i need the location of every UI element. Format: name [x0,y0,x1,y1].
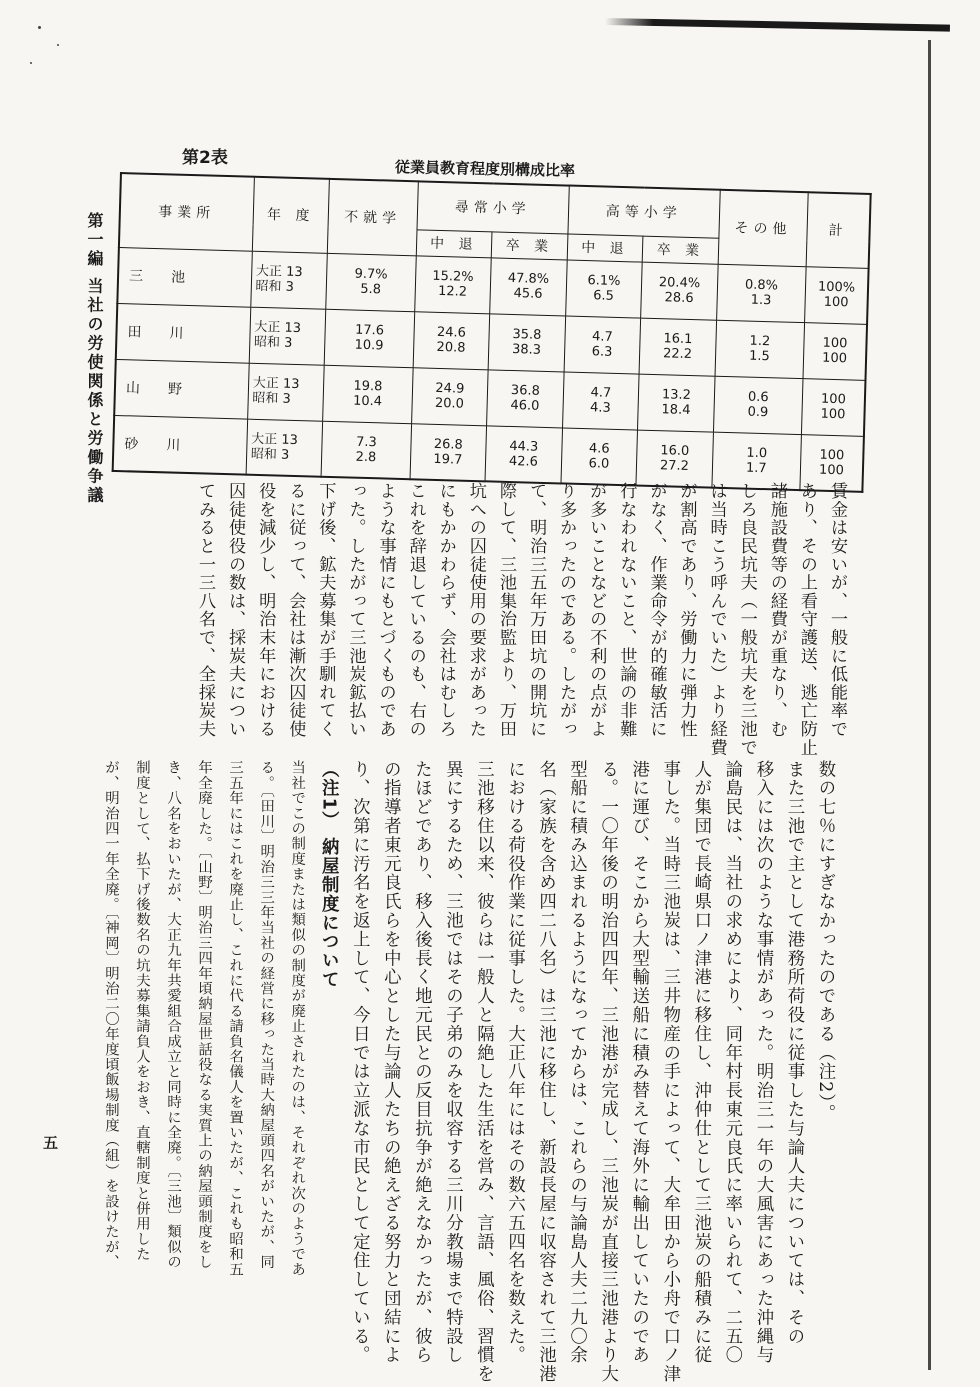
text-column: 行なわれないこと、世論の非難 [616,482,637,739]
total-cell [805,266,869,324]
text-column: 異にするため、三池ではその子弟のみを収容する三川分教場まで特設し [442,760,463,1365]
header-no-school: 不就学 [328,179,418,255]
ordinary-graduate-cell-value: 44.3 [509,438,539,455]
higher-dropout-cell-value: 4.7 [591,329,613,345]
ordinary-graduate-cell [490,257,567,315]
text-column: てみると一三八名で、全採炭夫 [195,482,216,739]
page-number: 五 [43,1134,59,1152]
education-ratio-table [112,172,872,493]
higher-graduate-cell [639,318,716,376]
fiscal-years-value: 大正 13 [251,431,299,448]
office-name: 砂川 [113,415,248,475]
higher-dropout-cell-value: 6.1% [587,273,621,290]
header-ordinary-dropout: 中 退 [416,229,492,257]
no-school-cell-value: 10.9 [354,337,384,354]
fiscal-years-value: 大正 13 [254,319,302,337]
text-column: たほどであり、移入後長く地元民との反目抗争が絶えなかったが、彼ら [411,760,432,1365]
note-column: る。〔田川〕明治三三年当社の経営に移った当時大納屋頭四名がいたが、同 [258,760,275,1270]
header-higher-dropout: 中 退 [567,234,643,262]
ordinary-graduate-cell-value: 46.0 [510,397,540,414]
ordinary-dropout-cell-value: 26.8 [433,436,463,453]
header-higher-school: 高等小学 [568,186,720,238]
fiscal-years [250,251,327,309]
header-ordinary-school: 尋常小学 [417,181,569,233]
higher-graduate-cell-value: 22.2 [662,346,693,363]
text-column: 囚徒使役の数は、採炭夫につい [225,482,246,739]
text-column: 論島民は、当社の求めにより、同年村長東元良氏に率いられて、二五〇 [721,760,742,1365]
total-cell [801,378,865,436]
total-cell-value: 100 [821,350,848,367]
higher-graduate-cell-value: 18.4 [661,402,691,419]
other-cell-value: 0.6 [747,389,769,406]
higher-dropout-cell [564,315,641,373]
ordinary-graduate-cell [485,425,562,483]
no-school-cell-value: 7.3 [355,434,377,451]
ordinary-graduate-cell-value: 47.8% [507,270,550,288]
higher-graduate-cell [638,374,715,432]
text-column: るに従って、会社は漸次囚徒使 [285,482,306,739]
scan-gutter-line [928,40,931,1370]
ordinary-dropout-cell-value: 15.2% [432,268,474,285]
total-cell-value: 100 [820,406,846,423]
text-column: にもかかわらず、会社はむしろ [435,482,456,739]
higher-dropout-cell-value: 6.0 [588,455,610,472]
higher-graduate-cell [636,430,713,488]
other-cell-value: 1.7 [745,460,767,476]
text-column: 賃金は安いが、一般に低能率で [827,482,847,739]
higher-graduate-cell-value: 16.0 [660,442,690,459]
higher-graduate-cell-value: 13.2 [661,387,692,404]
note-column: が、明治四一年全廃。〔神岡〕明治二〇年度頃飯場制度（組）を設けたが、 [102,760,119,1270]
ordinary-dropout-cell [410,423,487,481]
fiscal-years-value: 昭和 3 [252,390,291,407]
other-cell [715,320,805,378]
ordinary-dropout-cell-value: 24.9 [435,380,465,397]
ordinary-dropout-cell-value: 12.2 [437,283,468,300]
higher-dropout-cell [561,427,638,485]
text-column: が多いことなどの不利の点がよ [586,482,607,739]
ordinary-graduate-cell [487,369,564,427]
ordinary-dropout-cell-value: 20.0 [434,395,465,412]
text-column: り多かったのである。したがっ [556,482,577,739]
other-cell-value: 0.9 [747,404,769,421]
no-school-cell [326,253,416,311]
total-cell-value: 100 [819,447,845,464]
body-text-upper [112,482,852,757]
note-heading: （注1） 納屋制度について [318,760,339,990]
total-cell-value: 100 [820,391,847,408]
text-column: 役を減少し、明治末年における [255,482,276,739]
higher-dropout-cell-value: 6.5 [593,288,615,304]
fiscal-years-value: 昭和 3 [253,334,293,351]
header-year: 年 度 [252,177,330,253]
text-column: り、次第に汚名を返上して、今日では立派な市民として定住している。 [349,760,370,1365]
text-column: 諸施設費等の経費が重なり、む [766,482,787,739]
no-school-cell [323,365,413,423]
text-column: また三池で主として港務所荷役に従事した与論人夫については、その [783,760,804,1346]
text-column: これを辞退しているのも、右の [405,482,426,739]
table-title: 従業員教育程度別構成比率 [394,158,576,180]
note-column: 制度として、払下げ後数名の坑夫募集請負人をおき、直轄制度と併用した [133,760,150,1262]
higher-graduate-cell [641,262,718,320]
ordinary-dropout-cell [414,255,491,313]
fiscal-years [249,307,326,365]
text-column: は当時こう呼んでいた）より経費 [706,482,727,757]
no-school-cell [321,421,411,479]
ordinary-dropout-cell-value: 20.8 [436,339,466,356]
header-total: 計 [806,192,871,268]
text-column: 移入には次のような事情があった。明治三一年の大風害にあった沖縄与 [752,760,773,1365]
fiscal-years [247,363,324,421]
text-column: 坑への囚徒使用の要求があった [465,482,486,739]
higher-dropout-cell [565,260,642,318]
total-cell-value: 100 [818,462,845,479]
text-column: あり、その上看守護送、逃亡防止 [796,482,817,757]
no-school-cell-value: 5.8 [360,281,382,298]
table-number: 第2表 [182,148,228,168]
text-column: 下げ後、鉱夫募集が手馴れてく [315,482,336,739]
fiscal-years-value: 大正 13 [255,263,303,281]
running-title: 第一編 当社の労使関係と労働争議 [85,212,104,506]
text-column: て、明治三五年万田坑の開坑に [526,482,547,739]
text-column: がなく、作業命令が的確敏活に [646,482,667,739]
total-cell-value: 100% [817,279,856,296]
fiscal-years [246,419,323,477]
office-name: 三池 [117,247,252,307]
scan-speck [57,44,59,46]
other-cell-value: 1.0 [746,445,768,461]
other-cell-value: 1.5 [748,348,770,365]
header-higher-graduate: 卒 業 [642,236,718,264]
text-column: ような事情にもとづくものであ [375,482,396,739]
scan-speck [38,26,41,29]
total-cell-value: 100 [823,294,849,311]
text-column: 際して、三池集治監より、万田 [495,482,516,739]
no-school-cell-value: 17.6 [354,322,385,339]
text-column: が割高であり、労働力に弾力性 [676,482,697,739]
higher-dropout-cell-value: 4.7 [590,385,612,401]
other-cell [716,264,806,322]
text-column: 事した。当時三池炭は、三井物産の手によって、大牟田から小舟で口ノ津 [659,760,680,1384]
no-school-cell-value: 2.8 [355,449,377,466]
no-school-cell-value: 19.8 [353,378,383,395]
text-column: る。一〇年後の明治四四年、三池港が完成し、三池炭が直接三池港より大 [597,760,618,1384]
note-column: 年全廃した。〔山野〕明治三四年頃納屋世話役なる実質上の納屋頭制度をし [196,760,213,1270]
fiscal-years-value: 昭和 3 [250,446,290,463]
higher-graduate-cell-value: 20.4% [658,275,701,292]
total-cell [803,322,867,380]
header-ordinary-graduate: 卒 業 [491,231,567,259]
no-school-cell-value: 9.7% [354,266,388,283]
higher-graduate-cell-value: 27.2 [659,457,690,474]
fiscal-years-value: 大正 13 [252,375,300,393]
text-column: の指導者東元良氏らを中心とした与論人たちの絶えざる努力と団結によ [380,760,401,1365]
note-column: き、八名をおいたが、大正九年共愛組合成立と同時に全廃。〔三池〕類似の [165,760,182,1270]
scan-edge-bar [605,18,950,32]
text-column: しろ良民坑夫（一般坑夫を三池で [736,482,757,757]
body-text-lower [95,760,840,1384]
scan-speck [30,62,32,64]
no-school-cell-value: 10.4 [352,393,383,410]
ordinary-dropout-cell-value: 19.7 [433,451,463,468]
ordinary-graduate-cell-value: 45.6 [513,286,543,302]
higher-graduate-cell-value: 28.6 [664,290,694,307]
ordinary-graduate-cell-value: 35.8 [512,327,542,343]
higher-graduate-cell-value: 16.1 [663,331,693,348]
ordinary-dropout-cell-value: 24.6 [436,324,467,341]
text-column: 型船に積み込まれるようになってからは、これらの与論島人夫二九〇余 [566,760,587,1365]
ordinary-graduate-cell-value: 38.3 [511,342,542,358]
text-column: 港に運び、そこから大型輸送船に積み替えて海外に輸出していたのであ [628,760,649,1365]
other-cell [713,376,803,434]
fiscal-years-value: 昭和 3 [255,278,295,295]
header-other: その他 [718,190,808,266]
other-cell-value: 1.2 [749,333,771,350]
note-column: 当社でこの制度または類似の制度が廃止されたのは、それぞれ次のようであ [289,760,306,1277]
ordinary-graduate-cell-value: 42.6 [508,453,539,470]
higher-dropout-cell [562,371,639,429]
text-column: 数の七％にすぎなかったのである（注2）。 [815,760,835,1123]
total-cell-value: 100 [822,335,848,352]
ordinary-graduate-cell-value: 36.8 [510,383,541,399]
header-office: 事業所 [119,173,254,251]
office-name: 山野 [114,359,249,419]
higher-dropout-cell-value: 4.3 [589,400,612,416]
text-column: における荷役作業に従事した。大正八年にはその数六五四名を数えた。 [504,760,525,1365]
text-column: 名（家族を含め四二八名）は三池に移住し、新設長屋に収容されて三池港 [535,760,556,1384]
ordinary-dropout-cell [413,311,490,369]
text-column: 人が集団で長崎県口ノ津港に移住し、沖仲仕として三池炭の船積みに従 [690,760,711,1365]
other-cell-value: 1.3 [750,292,772,309]
office-name: 田川 [116,303,251,363]
note-column: 三五年にはこれを廃止し、これに代る請負名儀人を置いたが、これも昭和五 [227,760,244,1277]
higher-dropout-cell-value: 6.3 [591,344,613,360]
no-school-cell [324,309,414,367]
other-cell-value: 0.8% [744,277,779,294]
text-column: 三池移住以来、彼らは一般人と隔絶した生活を営み、言語、風俗、習慣を [473,760,494,1384]
text-column: った。したがって三池炭鉱払い [345,482,366,739]
ordinary-graduate-cell [488,313,565,371]
ordinary-dropout-cell [411,367,488,425]
higher-dropout-cell-value: 4.6 [588,440,610,457]
